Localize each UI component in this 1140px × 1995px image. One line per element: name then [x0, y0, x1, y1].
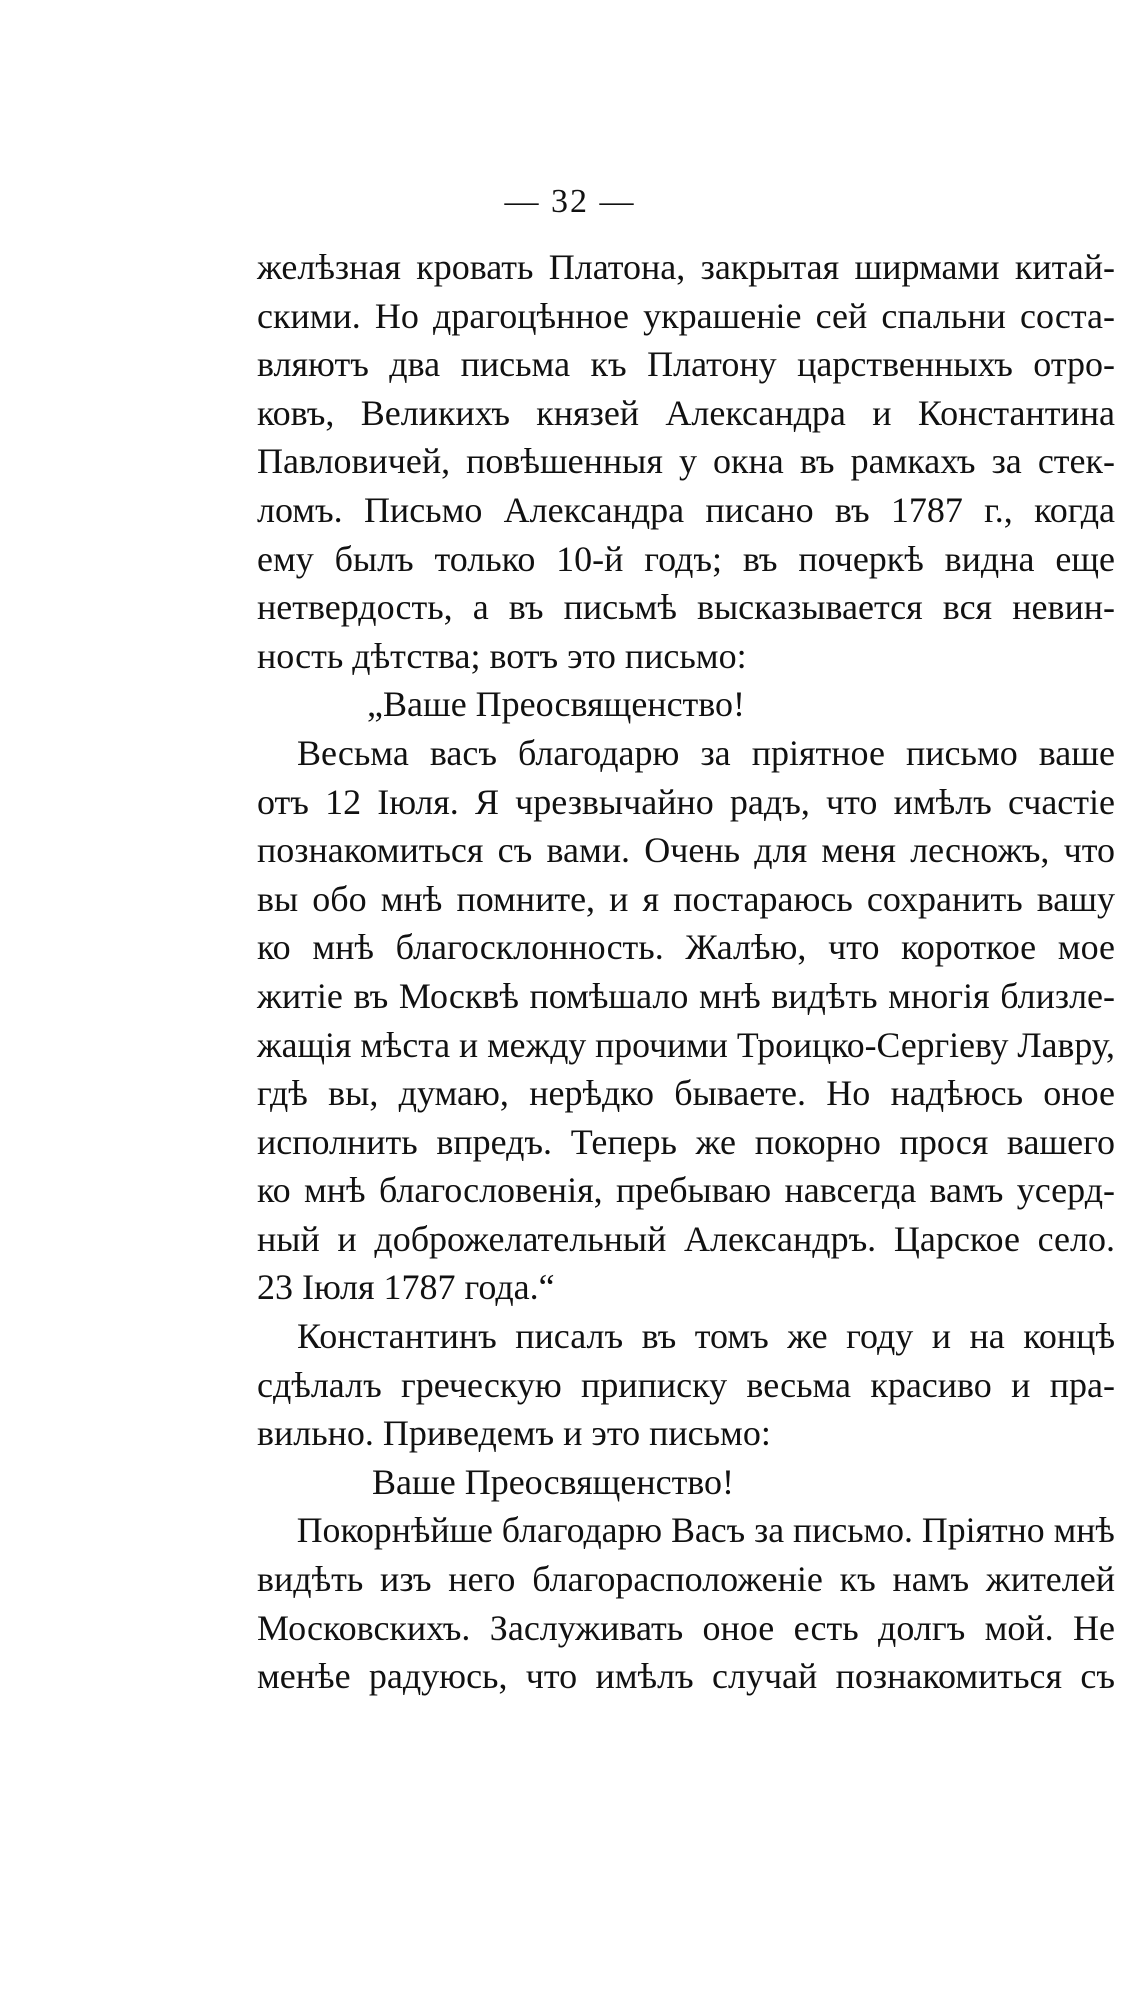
body-text: [257, 243, 1115, 1701]
text-line: Павловичей, повѣшенныя у окна въ рамкахъ за стек-: [257, 441, 1115, 482]
text-line: познакомиться съ вами. Очень для меня лесножъ, что: [257, 830, 1115, 871]
text-line: ность дѣтства; вотъ это письмо:: [257, 635, 747, 676]
text-line: вильно. Приведемъ и это письмо:: [257, 1413, 771, 1454]
text-line: гдѣ вы, думаю, нерѣдко бываете. Но надѣюсь оное: [257, 1073, 1115, 1114]
text-line: ему былъ только 10-й годъ; въ почеркѣ видна еще: [257, 538, 1115, 579]
text-line: ко мнѣ благосклонность. Жалѣю, что короткое мое: [257, 927, 1115, 968]
text-line: нетвердость, а въ письмѣ высказывается вся невин-: [257, 587, 1115, 628]
text-line: Московскихъ. Заслуживать оное есть долгъ мой. Не: [257, 1607, 1115, 1648]
text-line: 23 Іюля 1787 года.“: [257, 1267, 555, 1308]
letter-salutation: „Ваше Преосвященство!: [367, 684, 746, 725]
text-line: вляютъ два письма къ Платону царственныхъ отро-: [257, 344, 1115, 385]
text-line: исполнить впредъ. Теперь же покорно прося вашего: [257, 1121, 1115, 1162]
page-number: — 32 —: [504, 183, 636, 220]
text-line: ковъ, Великихъ князей Александра и Константина: [257, 392, 1115, 433]
text-line: ный и доброжелательный Александръ. Царское село.: [257, 1218, 1115, 1259]
text-line: житіе въ Москвѣ помѣшало мнѣ видѣть многія близле-: [257, 975, 1115, 1016]
text-line: Покорнѣйше благодарю Васъ за письмо. Пріятно мнѣ: [296, 1510, 1115, 1551]
text-line: скими. Но драгоцѣнное украшеніе сей спальни соста-: [257, 295, 1115, 336]
text-line: ломъ. Письмо Александра писано въ 1787 г., когда: [257, 489, 1115, 530]
text-line: ко мнѣ благословенія, пребываю навсегда вамъ усерд-: [257, 1170, 1115, 1211]
text-line: сдѣлалъ греческую приписку весьма красиво и пра-: [257, 1364, 1115, 1405]
letter-salutation: Ваше Преосвященство!: [372, 1461, 735, 1502]
text-line: вы обо мнѣ помните, и я постараюсь сохранить вашу: [257, 878, 1115, 919]
text-line: жащія мѣста и между прочими Троицко-Сергіеву Лавру,: [257, 1024, 1115, 1065]
text-line: отъ 12 Іюля. Я чрезвычайно радъ, что имѣлъ счастіе: [257, 781, 1115, 822]
text-line: Константинъ писалъ въ томъ же году и на концѣ: [297, 1316, 1115, 1357]
text-line: Весьма васъ благодарю за пріятное письмо ваше: [297, 732, 1115, 773]
text-line: менѣе радуюсь, что имѣлъ случай познакомиться съ: [257, 1656, 1115, 1697]
text-line: видѣть изъ него благорасположеніе къ намъ жителей: [257, 1559, 1115, 1600]
text-line: желѣзная кровать Платона, закрытая ширмами китай-: [257, 247, 1115, 287]
